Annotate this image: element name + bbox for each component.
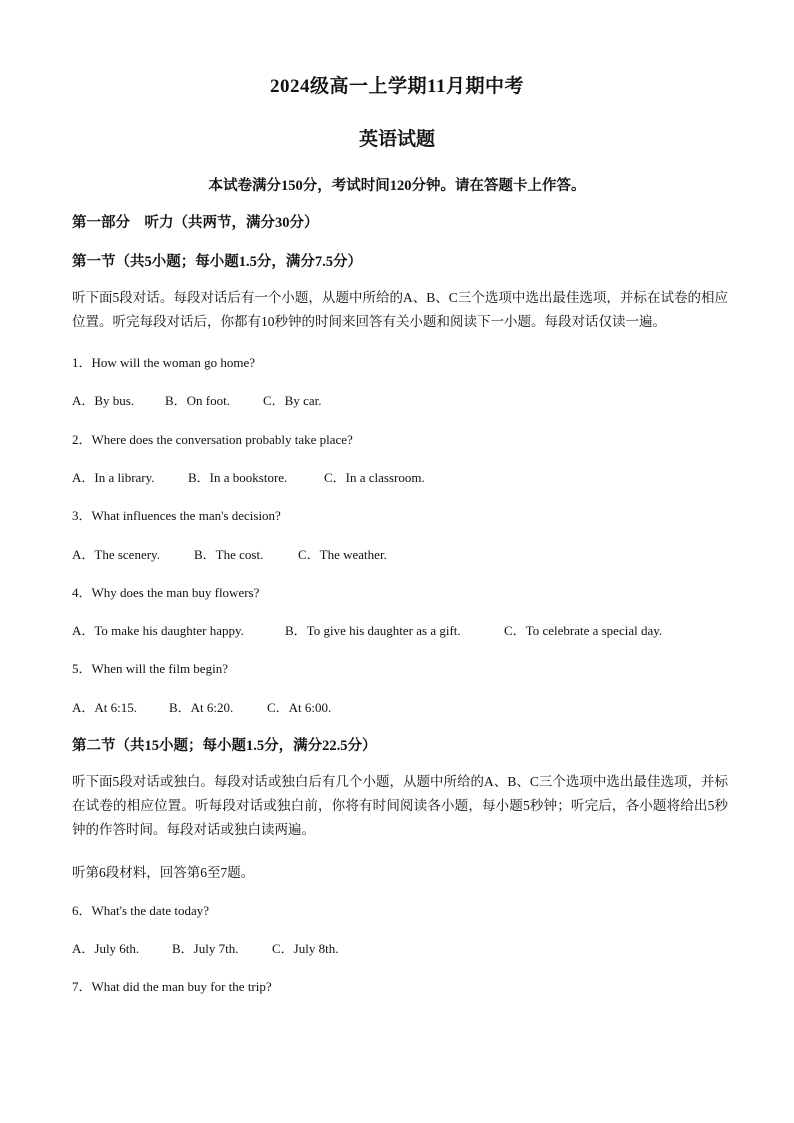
option-c: C．The weather. <box>298 547 387 562</box>
question-4-stem: 4．Why does the man buy flowers? <box>72 585 260 600</box>
question-6-options <box>72 938 338 957</box>
option-a: A．July 6th. <box>72 941 140 956</box>
exam-subtitle: 英语试题 <box>358 129 435 150</box>
option-c: C．To celebrate a special day. <box>504 623 663 638</box>
option-c: C．July 8th. <box>272 941 339 956</box>
question-3-options <box>72 544 387 563</box>
question-2-stem: 2．Where does the conversation probably take place? <box>72 432 353 447</box>
question-5-options <box>72 697 331 716</box>
part1-heading: 第一部分 听力（共两节，满分30分） <box>72 215 319 231</box>
option-b: B．On foot. <box>165 393 231 408</box>
question-5-stem: 5．When will the film begin? <box>72 661 228 676</box>
question-7-stem: 7．What did the man buy for the trip? <box>72 979 272 994</box>
exam-notice: 本试卷满分150分，考试时间120分钟。请在答题卡上作答。 <box>208 178 586 194</box>
section1-heading: 第一节（共5小题；每小题1.5分，满分7.5分） <box>72 254 362 270</box>
question-3-stem: 3．What influences the man's decision? <box>72 508 281 523</box>
option-a: A．To make his daughter happy. <box>72 623 244 638</box>
option-b: B．July 7th. <box>172 941 239 956</box>
option-a: A．By bus. <box>72 393 135 408</box>
option-c: C．By car. <box>263 393 322 408</box>
question-2-options <box>72 467 425 486</box>
section2-instructions: 听下面5段对话或独白。每段对话或独白后有几个小题，从题中所给的A、B、C三个选项中选出最佳选项，并标在试卷的相应位置。听每段对话或独白前，你将有时间阅读各小题，每小题5秒钟；听完后，各小题将给出5秒钟的作答时间。每段对话或独白读两遍。 <box>72 774 728 837</box>
exam-title: 2024级高一上学期11月期中考 <box>270 76 524 97</box>
question-1-stem: 1．How will the woman go home? <box>72 355 256 370</box>
option-c: C．In a classroom. <box>324 470 425 485</box>
section1-instructions: 听下面5段对话。每段对话后有一个小题，从题中所给的A、B、C三个选项中选出最佳选项，并标在试卷的相应位置。听完每段对话后，你都有10秒钟的时间来回答有关小题和阅读下一小题。每段对话仅读一遍。 <box>72 290 728 329</box>
option-a: A．The scenery. <box>72 547 160 562</box>
option-b: B．In a bookstore. <box>188 470 288 485</box>
option-b: B．At 6:20. <box>169 700 234 715</box>
section2-heading: 第二节（共15小题；每小题1.5分，满分22.5分） <box>72 738 377 754</box>
question-4-options <box>72 620 662 639</box>
option-b: B．The cost. <box>194 547 264 562</box>
option-a: A．In a library. <box>72 470 155 485</box>
option-b: B．To give his daughter as a gift. <box>285 623 461 638</box>
question-6-stem: 6．What's the date today? <box>72 903 209 918</box>
question-1-options <box>72 390 322 409</box>
material-note: 听第6段材料，回答第6至7题。 <box>72 865 255 880</box>
option-a: A．At 6:15. <box>72 700 138 715</box>
option-c: C．At 6:00. <box>267 700 332 715</box>
